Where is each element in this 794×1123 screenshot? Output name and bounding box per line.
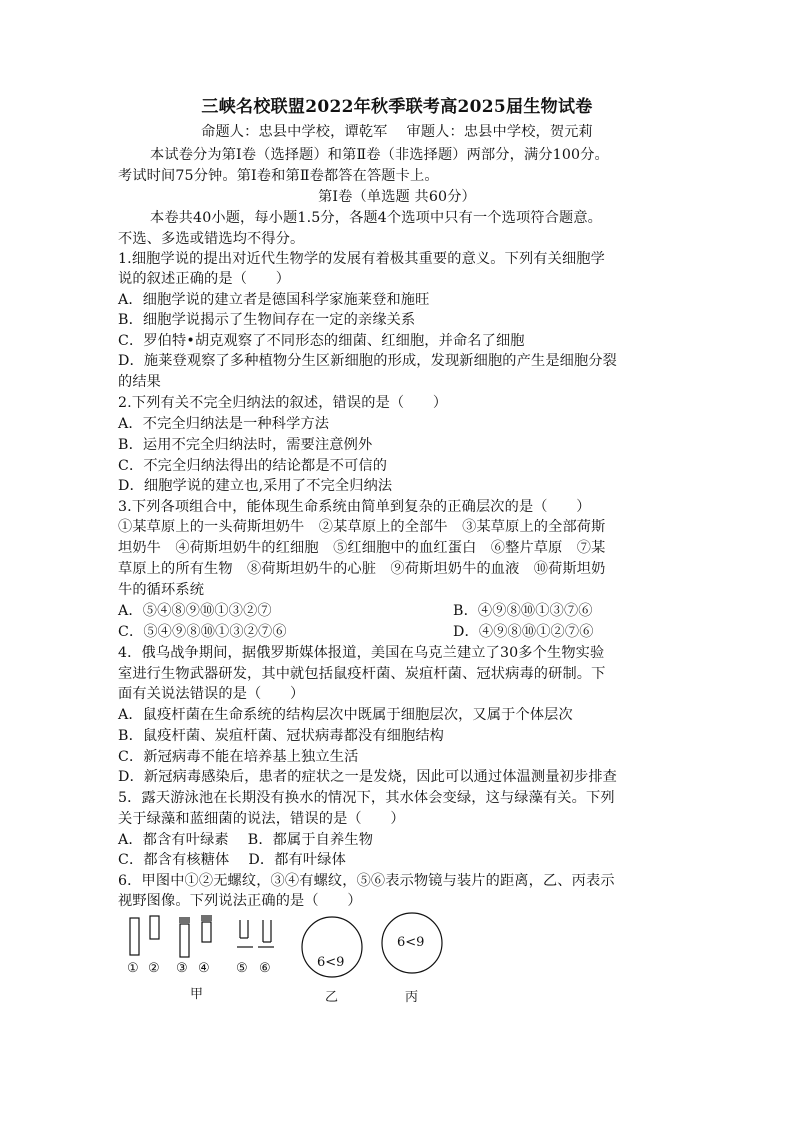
figure-svg bbox=[118, 908, 458, 1008]
q3-option-d: D．④⑨⑧⑩①②⑦⑥ bbox=[453, 624, 594, 640]
exam-title: 三峡名校联盟2022年秋季联考高2025届生物试卷 bbox=[201, 97, 593, 117]
figure-label-jia: 甲 bbox=[190, 987, 204, 1002]
field-yi-text: 6<9 bbox=[317, 955, 345, 970]
q1-option-d-2: 的结果 bbox=[118, 374, 162, 390]
q1-option-d-1: D．施莱登观察了多种植物分生区新细胞的形成，发现新细胞的产生是细胞分裂 bbox=[118, 353, 618, 369]
label-1: ① bbox=[127, 961, 139, 976]
q1-option-b: B．细胞学说揭示了生物间存在一定的亲缘关系 bbox=[118, 312, 416, 328]
q4-option-b: B．鼠疫杆菌、炭疽杆菌、冠状病毒都没有细胞结构 bbox=[118, 728, 445, 744]
intro-line-1: 本试卷分为第Ⅰ卷（选择题）和第Ⅱ卷（非选择题）两部分，满分100分。 bbox=[150, 147, 609, 163]
q3-option-a: A．⑤④⑧⑨⑩①③②⑦ bbox=[118, 603, 272, 619]
q5-stem-1: 5．露天游泳池在长期没有换水的情况下，其水体会变绿，这与绿藻有关。下列 bbox=[118, 790, 615, 806]
q2-option-b: B．运用不完全归纳法时，需要注意例外 bbox=[118, 437, 373, 453]
q4-stem-2: 室进行生物武器研发，其中就包括鼠疫杆菌、炭疽杆菌、冠状病毒的研制。下 bbox=[118, 666, 606, 682]
q2-option-d: D．细胞学说的建立也,采用了不完全归纳法 bbox=[118, 478, 393, 494]
q1-stem-2: 说的叙述正确的是（ ） bbox=[118, 271, 291, 287]
q3-items-2: 坦奶牛 ④荷斯坦奶牛的红细胞 ⑤红细胞中的血红蛋白 ⑥整片草原 ⑦某 bbox=[118, 540, 606, 556]
label-6: ⑥ bbox=[259, 961, 271, 976]
microscope-figure bbox=[118, 908, 458, 1008]
q4-option-a: A．鼠疫杆菌在生命系统的结构层次中既属于细胞层次，又属于个体层次 bbox=[118, 707, 573, 723]
section-desc-2: 不选、多选或错选均不得分。 bbox=[118, 231, 305, 247]
q5-options-cd: C．都含有核糖体 D．都有叶绿体 bbox=[118, 852, 346, 868]
q4-option-d: D．新冠病毒感染后，患者的症状之一是发烧，因此可以通过体温测量初步排查 bbox=[118, 769, 618, 785]
q5-options-ab: A．都含有叶绿素 B．都属于自养生物 bbox=[118, 832, 374, 848]
label-2: ② bbox=[148, 961, 160, 976]
intro-line-2: 考试时间75分钟。第Ⅰ卷和第Ⅱ卷都答在答题卡上。 bbox=[118, 168, 439, 184]
q1-stem-1: 1.细胞学说的提出对近代生物学的发展有着极其重要的意义。下列有关细胞学 bbox=[118, 251, 605, 267]
q3-items-4: 牛的循环系统 bbox=[118, 582, 205, 598]
objective-short-shape bbox=[202, 922, 211, 942]
q3-option-b: B．④⑨⑧⑩①③⑦⑥ bbox=[453, 603, 593, 619]
label-4: ④ bbox=[198, 961, 210, 976]
q3-option-c: C．⑤④⑨⑧⑩①③②⑦⑥ bbox=[118, 624, 287, 640]
field-bing-text: 6<9 bbox=[397, 935, 425, 950]
q4-stem-1: 4．俄乌战争期间，据俄罗斯媒体报道，美国在乌克兰建立了30多个生物实验 bbox=[118, 645, 605, 661]
section-heading: 第Ⅰ卷（单选题 共60分） bbox=[318, 189, 476, 205]
q3-option-cd bbox=[118, 622, 678, 642]
section-desc-1: 本卷共40小题，每小题1.5分，各题4个选项中只有一个选项符合题意。 bbox=[150, 210, 602, 226]
authors-line: 命题人：忠县中学校，谭乾军 审题人：忠县中学校，贺元莉 bbox=[201, 124, 593, 140]
q3-stem: 3.下列各项组合中，能体现生命系统由简单到复杂的正确层次的是（ ） bbox=[118, 499, 591, 515]
eyepiece-long-shape bbox=[130, 918, 139, 955]
label-3: ③ bbox=[176, 961, 188, 976]
eyepiece-short-shape bbox=[150, 916, 159, 939]
label-5: ⑤ bbox=[236, 961, 248, 976]
q6-stem-1: 6．甲图中①②无螺纹，③④有螺纹，⑤⑥表示物镜与装片的距离，乙、丙表示 bbox=[118, 873, 615, 889]
q2-option-a: A．不完全归纳法是一种科学方法 bbox=[118, 416, 330, 432]
q2-stem: 2.下列有关不完全归纳法的叙述，错误的是（ ） bbox=[118, 395, 448, 411]
q3-items-3: 草原上的所有生物 ⑧荷斯坦奶牛的心脏 ⑨荷斯坦奶牛的血液 ⑩荷斯坦奶 bbox=[118, 561, 606, 577]
figure-label-yi: 乙 bbox=[325, 990, 339, 1005]
q5-stem-2: 关于绿藻和蓝细菌的说法，错误的是（ ） bbox=[118, 811, 405, 827]
q4-stem-3: 面有关说法错误的是（ ） bbox=[118, 686, 305, 702]
q4-option-c: C．新冠病毒不能在培养基上独立生活 bbox=[118, 749, 359, 765]
figure-label-bing: 丙 bbox=[405, 990, 419, 1005]
q6-stem-2: 视野图像。下列说法正确的是（ ） bbox=[118, 893, 362, 909]
q3-option-ab bbox=[118, 601, 678, 621]
q1-option-c: C．罗伯特•胡克观察了不同形态的细菌、红细胞，并命名了细胞 bbox=[118, 333, 525, 349]
q2-option-c: C．不完全归纳法得出的结论都是不可信的 bbox=[118, 458, 388, 474]
q1-option-a: A．细胞学说的建立者是德国科学家施莱登和施旺 bbox=[118, 292, 430, 308]
objective-long-shape bbox=[180, 924, 189, 957]
q3-items-1: ①某草原上的一头荷斯坦奶牛 ②某草原上的全部牛 ③某草原上的全部荷斯 bbox=[118, 519, 606, 535]
